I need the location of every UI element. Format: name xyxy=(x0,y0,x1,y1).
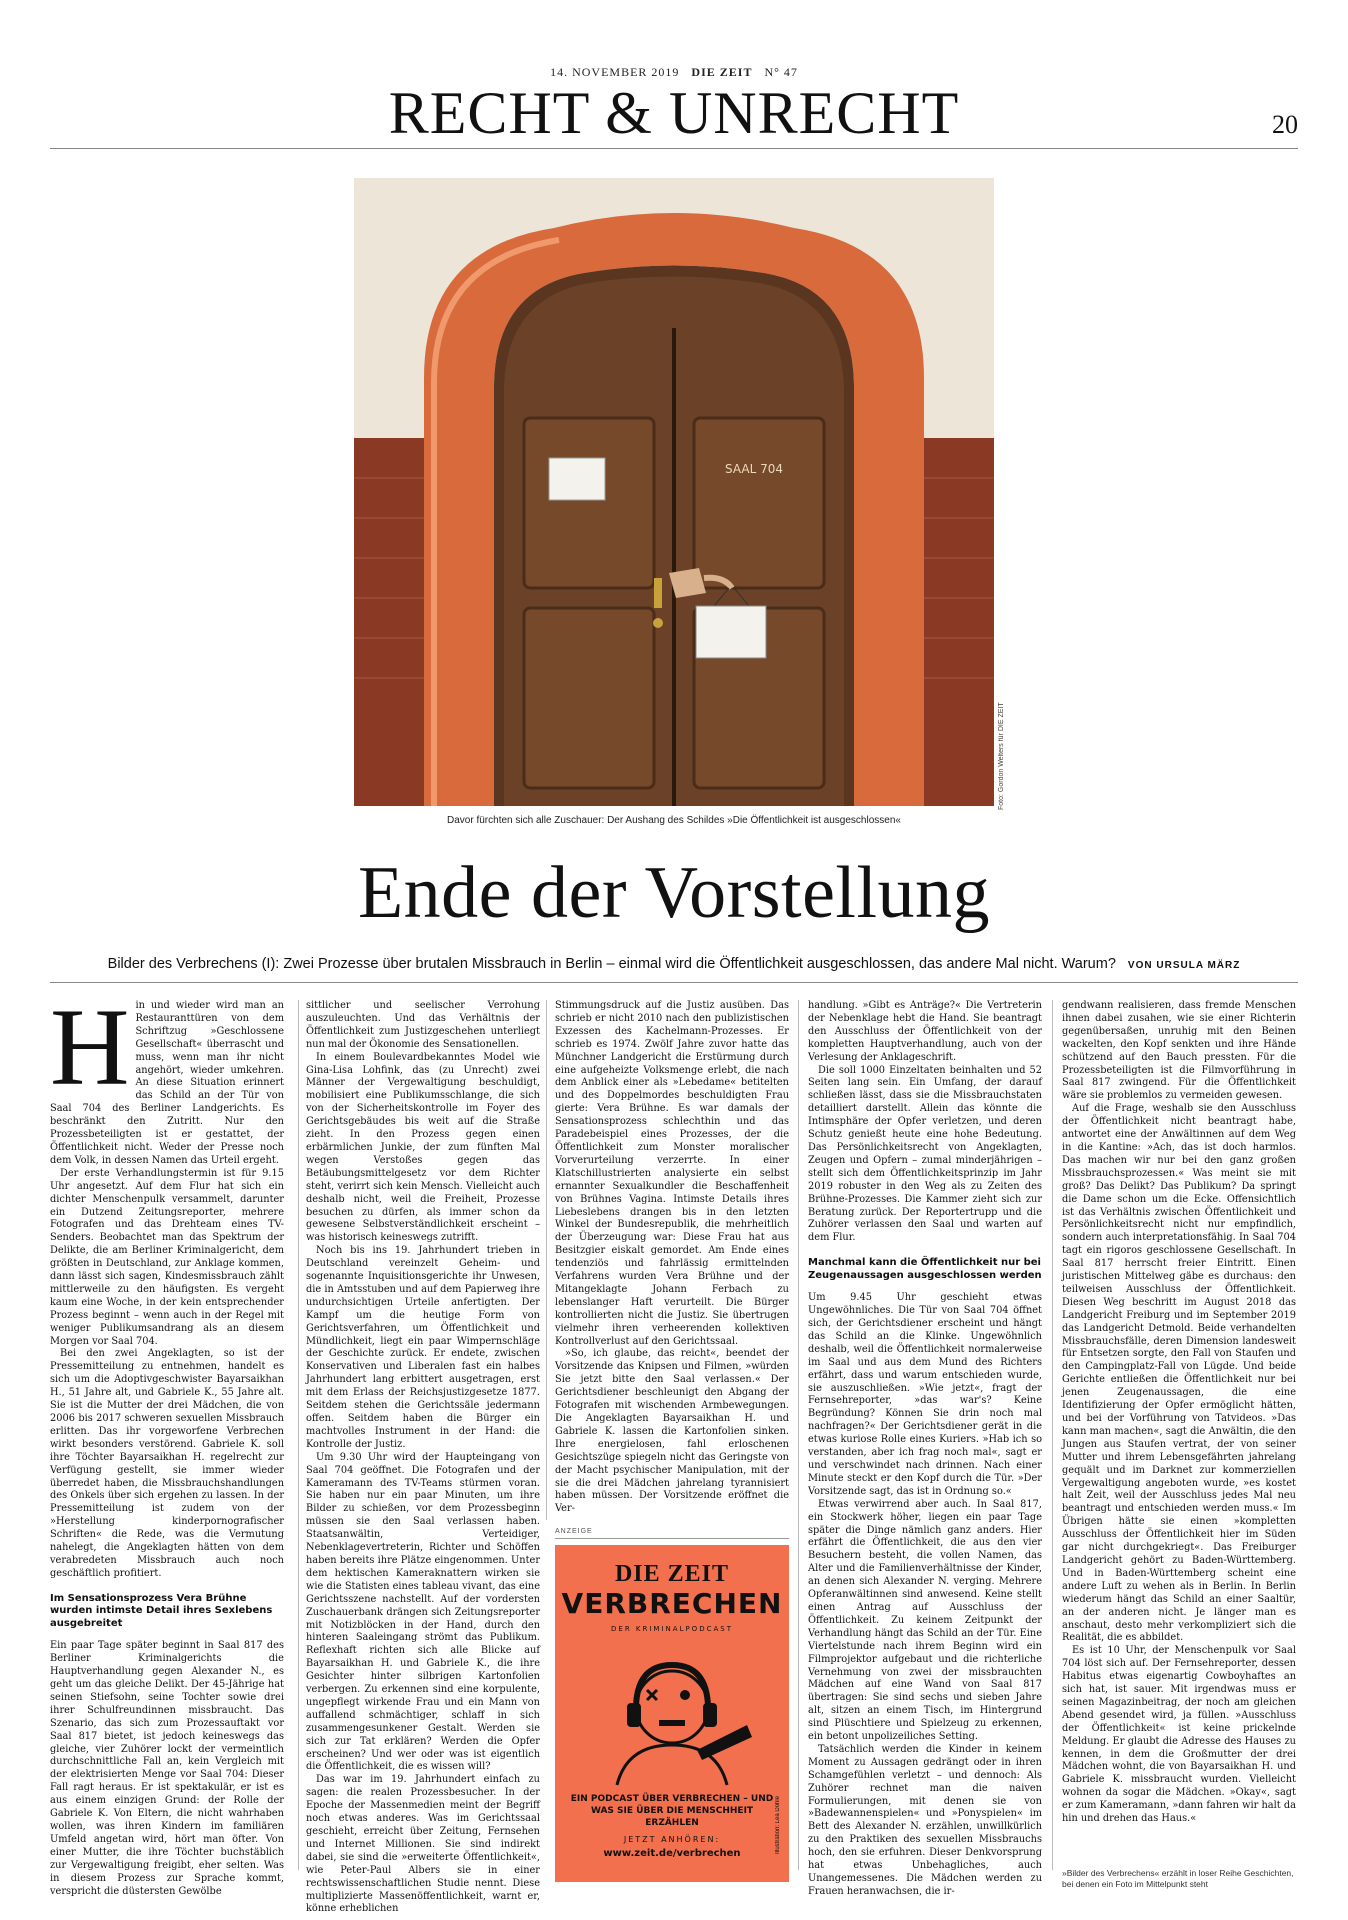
paragraph: Etwas verwirrend aber auch. In Saal 817, ein Stockwerk höher, liegen ein paar Tage später die Dinge nämlich ganz anders. Hier erfährt die Öffentlichkeit, die aus den vier Besuchern besteht, die vollen Namen, das Alter und die Familienverhältnisse der Kinder, an denen sich Alexander N. verging. Mehrere Opferanwältinnen sind anwesend. Keine stellt einen Antrag auf Ausschluss der Öffentlichkeit. Zu keinem Zeitpunkt der Verhandlung hängt das Schild an der Tür. Eine Viertelstunde nach ihrem Beginn wird ein Filmprojektor aufgebaut und die richterliche Vernehmung von zwei der missbrauchten Mädchen auf eine Wand von Saal 817 übertragen: Sie sind sechs und sieben Jahre alt, sitzen an einem Tisch, im Hintergrund sind Plüschtiere und Spielzeug zu erkennen, ein betont unpolizeiliches Setting. xyxy=(808,1498,1042,1743)
ad-tagline: DER KRIMINALPODCAST xyxy=(611,1625,733,1633)
issue-date: 14. NOVEMBER 2019 xyxy=(550,65,680,79)
article-headline: Ende der Vorstellung xyxy=(357,852,991,934)
dropcap: H xyxy=(50,986,130,1108)
issue-number: N° 47 xyxy=(764,65,798,79)
paragraph: In einem Boulevardbekanntes Model wie Gina-Lisa Lohfink, das (zu Unrecht) zwei Männer der Vergewaltigung beschuldigt, mobilisiert eine Publikumsschlange, die sich von der Sicherheitskontrolle im Foyer des Gerichtsgebäudes bis weit auf die Straße zieht. In den Prozess gegen einen erbärmlichen Junkie, der zum fünften Mal wegen Verstoßes gegen das Betäubungsmittelgesetz vor dem Richter steht, verirrt sich kein Mensch. Vielleicht auch deshalb nicht, weil die Freiheit, Prozesse besuchen zu dürfen, als immer schon da gewesene Selbstverständlichkeit erscheint – was historisch keineswegs zutrifft. xyxy=(306,1051,540,1244)
article-column-4 xyxy=(808,1000,1042,1897)
paragraph: Das war im 19. Jahrhundert einfach zu sagen: die realen Prozessbesucher. In der Epoche der Massenmedien meint der Begriff noch etwas anderes. Was im Gerichtssaal geschieht, erreicht über Zeitung, Fernsehen und Internet Millionen. Sie sind indirekt dabei, sie sind die »erweiterte Öffentlichkeit«, wie Peter-Paul Albers sie in einer rechtswissenschaftlichen Studie nennt. Diese multiplizierte Massenöffentlichkeit, warnt er, könne erheblichen xyxy=(306,1774,540,1915)
subhead-rule xyxy=(50,982,1298,983)
paragraph: Um 9.45 Uhr geschieht etwas Ungewöhnliches. Die Tür von Saal 704 öffnet sich, der Gerichtsdiener erscheint und hängt das Schild an die Klinke. Ungewöhnlich deshalb, weil die Öffentlichkeit normalerweise im Saal und aus dem Mund des Richters erfährt, dass und warum entschieden wurde, sie auszuschließen. »Wie jetzt«, fragt der Fernsehreporter, »das war's? Keine Begründung? Können Sie drin noch mal nachfragen?« Der Gerichtsdiener gerät in die etwas kuriose Rolle eines Kuriers. »Hab ich so verstanden, aber ich frag noch mal«, sagt er und verschwindet nach drinnen. Nach einer Minute steckt er den Kopf durch die Tür. »Der Vorsitzende sagt, das ist in Ordnung so.« xyxy=(808,1292,1042,1497)
column-rule xyxy=(298,1000,299,1870)
paragraph: handlung. »Gibt es Anträge?« Die Vertreterin der Nebenklage hebt die Hand. Sie beantragt den Ausschluss der Öffentlichkeit von der kompletten Hauptverhandlung, auch von der Verlesung der Anklageschrift. xyxy=(808,1000,1042,1063)
paragraph: Der erste Verhandlungstermin ist für 9.15 Uhr angesetzt. Auf dem Flur hat sich ein dichter Menschenpulk versammelt, darunter ein Dutzend Zeitungsreporter, mehrere Fotografen und das Drehteam eines TV-Senders. Beobachtet man das Spektrum der Delikte, die am Berliner Kriminalgericht, dem größten in Deutschland, zur Anklage kommen, dann lässt sich sagen, Kindesmissbrauch zählt mittlerweile zu den häufigsten. Es vergeht kaum eine Woche, in der kein entsprechender Prozess beginnt – wenn auch in der Regel mit weniger Publikumsandrang als an diesem Morgen vor Saal 704. xyxy=(50,1167,284,1347)
column-rule xyxy=(546,1000,547,1520)
paragraph: Noch bis ins 19. Jahrhundert trieben in Deutschland vereinzelt Geheim- und sogenannte Inquisitionsgerichte ihr Unwesen, die in Amtsstuben und auf dem Papierweg ihre undurchsichtigen Urteile anfertigten. Der Kampf um die heutige Form von Gerichtsverfahren, um Öffentlichkeit und Mündlichkeit, liegt ein paar Wimpernschläge der Geschichte zurück. Er endete, zwischen Konservativen und Liberalen fast ein halbes Jahrhundert lang erbittert ausgetragen, erst mit dem Erlass der Reichsjustizgesetze 1877. Seitdem stehen die Gerichtssäle jedermann offen. Seitdem haben die Bürger ein machtvolles Instrument in der Hand: die Kontrolle der Justiz. xyxy=(306,1245,540,1450)
door-sign-text: SAAL 704 xyxy=(725,462,783,476)
article-column-2 xyxy=(306,1000,540,1915)
paragraph: Auf die Frage, weshalb sie den Ausschluss der Öffentlichkeit nicht beantragt habe, antwortet eine der Anwältinnen auf dem Weg in die Kantine: »Ach, das ist doch harmlos. Das machen wir nur bei den ganz großen Missbrauchsprozessen.« Was meint sie mit groß? Das Delikt? Das Publikum? Da springt die Dame schon um die Ecke. Offensichtlich ist das Verhältnis zwischen Öffentlichkeit und Persönlichkeitsrecht nicht nur empfindlich, sondern auch interpretationsfähig. In Saal 704 tagt ein rigoros geschlossene Gesellschaft. In Saal 817 herrscht freier Eintritt. Einen juristischen Mittelweg gäbe es durchaus: den teilweisen Ausschluss der Öffentlichkeit. Diesen Weg beschritt im August 2018 das Landgericht Freiburg und im September 2019 das Landgericht Detmold. Beide verhandelten Missbrauchsfälle, deren Dimension landesweit für Entsetzen sorgte, den Fall von Staufen und den Campingplatz-Fall von Lügde. Und beide Gerichte entließen die Öffentlichkeit nur bei jenen Zeugenaussagen, die eine Identifizierung der Opfer ermöglicht hätten, und bei der Vorführung von Tatvideos. »Das kann man machen«, sagt die Anwältin, die den Jungen aus Staufen vertrat, der von seiner Mutter und ihrem Lebensgefährten jahrelang gequält und im Darknet zur kommerziellen Vergewaltigung angeboten wurde, »es kostet halt Zeit, weil der Ausschluss jedes Mal neu beantragt und entschieden werden muss.« Im Übrigen hätte sie einen »kompletten Ausschluss der Öffentlichkeit hier im Süden gar nicht durchgekriegt«. Das Freiburger Landgericht gehört zu Baden-Württemberg. Und in Baden-Württemberg scheint eine andere Luft zu wehen als in Berlin. In Berlin wiederum hängt das Schild an einer Saaltür, an der anderen nicht. Je länger man es anschaut, desto mehr verkompliziert sich die Realität, die es abbildet. xyxy=(1062,1103,1296,1644)
ad-logo: DIE ZEIT xyxy=(614,1561,730,1587)
paragraph: Es ist 10 Uhr, der Menschenpulk vor Saal 704 löst sich auf. Der Fernsehreporter, dessen Habitus etwas eigenartig Cowboyhaftes an sich hat, ist sauer. Mit irgendwas muss er seinen Magazinbeitrag, der noch am gleichen Abend gesendet wird, ja füllen. »Ausschluss der Öffentlichkeit« ist keine prickelnde Meldung. Er glaubt die Adresse des Hauses zu kennen, in dem die Großmutter der drei Mädchen wohnt, die von Bayarsaikhan H. und Gabriele K. missbraucht wurden. Vielleicht wohnen da sogar die Mädchen. »Okay«, sagt er zum Kameramann, »dann fahren wir halt da hin und drehen das Haus.« xyxy=(1062,1645,1296,1825)
paragraph: Bei den zwei Angeklagten, so ist der Pressemitteilung zu entnehmen, handelt es sich um die Adoptivgeschwister Bayarsaikhan H., 51 Jahre alt, und Gabriele K., 55 Jahre alt. Sie ist die Mutter der drei Mädchen, die von 2006 bis 2017 schweren sexuellen Missbrauch erlitten. Das ihr vorgeworfene Verbrechen wirkt besonders verstörend. Gabriele K. soll ihre Töchter Bayarsaikhan H. regelrecht zur Verfügung gestellt, sie immer wieder überredet haben, die Missbrauchshandlungen des Onkels über sich ergehen zu lassen. In der Pressemitteilung ist zudem von der »Herstellung kinderpornografischer Schriften« die Rede, was die Vermutung nahelegt, die Angeklagten hätten von dem verabredeten Missbrauch auch noch geschäftlich profitiert. xyxy=(50,1348,284,1579)
paragraph: gendwann realisieren, dass fremde Menschen ihnen dabei zusahen, wie sie einer Richterin gegenübersaßen, unruhig mit den Beinen wackelten, den Kopf senkten und ihre Hände schützend auf den Bauch pressten. Für die Prozessbeteiligten ist die Filmvorführung in Saal 817 zwingend. Für die Öffentlichkeit wäre sie problemlos zu vermeiden gewesen. xyxy=(1062,1000,1296,1102)
article-column-1 xyxy=(50,986,284,1897)
intertitle: Im Sensationsprozess Vera Brühne wurden intimste Detail ihres Sexlebens ausgebreitet xyxy=(50,1592,273,1629)
door-photo-illustration xyxy=(354,178,994,806)
ad-rule xyxy=(555,1538,789,1539)
ad-illustration-credit: Illustration: Lea Dohle xyxy=(775,1795,781,1855)
photo-credit: Foto: Gordon Welters für DIE ZEIT xyxy=(998,702,1005,810)
article-column-3 xyxy=(555,1000,789,1515)
series-footnote: »Bilder des Verbrechens« erzählt in loser Reihe Geschichten, bei denen ein Foto im Mittelpunkt steht xyxy=(1062,1868,1294,1889)
ad-title: VERBRECHEN xyxy=(561,1587,783,1620)
paragraph: Ein paar Tage später beginnt in Saal 817 des Berliner Kriminalgerichts die Hauptverhandlung gegen Alexander N., es geht um das gleiche Delikt. Der 45-Jährige hat seinen Stiefsohn, seine Tochter sowie drei ihrer Schulfreundinnen missbraucht. Das Szenario, das sich zum Prozessauftakt vor Saal 817 bietet, ist jedoch keineswegs das gleiche, vier Zuhörer lockt der vermeintlich durchschnittliche Fall an, kein Vergleich mit der elektrisierten Menge vor Saal 704: Dieser Fall ragt heraus. Er ist spektakulär, er ist es aus einem einzigen Grund: der Rolle der Gabriele K. Von Eltern, die nicht wahrhaben wollen, was ihren Kindern im familiären Umfeld angetan wird, hört man öfter. Von einer Mutter, die ihre Töchter buchstäblich zur Vergewaltigung freigibt, eher selten. Was in diesem Prozess zur Sprache kommt, verspricht die düstersten Gewölbe xyxy=(50,1640,284,1897)
paragraph: Stimmungsdruck auf die Justiz ausüben. Das schrieb er nicht 2010 nach den publizistischen Exzessen des Kachelmann-Prozesses. Er schrieb es 1974. Zwölf Jahre zuvor hatte das Münchner Landgericht die Erstürmung durch eine aufgeheizte Volksmenge erlebt, die nach dem Anblick einer als »Lebedame« betitelten und des Doppelmordes beschuldigten Frau gierte: Vera Brühne. Es war damals der Sensationsprozess schlechthin und das Paradebeispiel eines Prozesses, der die Öffentlichkeit zum Monster moralischer Vorverurteilung verzerrte. In einer Klatschillustrierten analysierte ein selbst ernannter Sexualkundler die Beschaffenheit von Brühnes Vagina. Intimste Details ihres Liebeslebens drangen bis in den letzten Winkel der Bundesrepublik, die mehrheitlich der Überzeugung war: Diese Frau hat aus Besitzgier eiskalt gemordet. Am Ende eines tendenziös und fahrlässig ermittelnden Verfahrens wurden Vera Brühne und der Mitangeklagte Johann Ferbach zu lebenslanger Haft verurteilt. Die Bürger kontrollierten nicht die Justiz. Sie übertrugen vielmehr ihren verheerenden kollektiven Kontrollverlust auf den Gerichtssaal. xyxy=(555,1000,789,1347)
ad-cta: JETZT ANHÖREN: xyxy=(623,1835,721,1844)
paper-name: DIE ZEIT xyxy=(691,65,753,79)
paragraph: Um 9.30 Uhr wird der Haupteingang von Saal 704 geöffnet. Die Fotografen und der Kameramann des TV-Teams stürmen voran. Sie haben nur ein paar Minuten, um ihre Bilder zu schießen, vor dem Prozessbeginn müssen sie den Saal verlassen haben. Staatsanwältin, Verteidiger, Nebenklagevertreterin, Richter und Schöffen haben bereits ihre Plätze eingenommen. Unter dem hektischen Kameraknattern wirken sie wie die Statisten eines tableau vivant, das eine Gerichtsszene nachstellt. Auf der vordersten Zuschauerbank drängen sich Zeitungsreporter mit Notizblöcken in der Hand, durch den hinteren Saaleingang strömt das Publikum. Reflexhaft richten sich alle Blicke auf Bayarsaikhan H. und Gabriele K., die ihre Gesichter hinter silbrigen Kartonfolien verbergen. Zu erkennen sind eine korpulente, ungepflegt wirkende Frau und ein Mann von auffallend schmächtiger, schlaff in sich zusammengesunkener Gestalt. Werden sie sich zur Tat erklären? Werden die Opfer erscheinen? Und wer oder was ist eigentlich die Öffentlichkeit, die es wissen will? xyxy=(306,1451,540,1773)
section-title: RECHT & UNRECHT xyxy=(388,80,960,146)
paragraph: »So, ich glaube, das reicht«, beendet der Vorsitzende das Knipsen und Filmen, »würden Sie jetzt bitte den Saal verlassen.« Der Gerichtsdiener beschleunigt den Abgang der Fotografen mit wischenden Armbewegungen. Die Angeklagten Bayarsaikhan H. und Gabriele K. lassen die Kartonfolien sinken. Ihre energielosen, fahl erloschenen Gesichtszüge spiegeln nicht das Geringste von der Macht psychischer Manipulation, mit der sie die drei Mädchen jahrelang tyrannisiert haben müssen. Der Vorsitzende eröffnet die Ver- xyxy=(555,1348,789,1515)
article-photo xyxy=(354,178,994,806)
photo-caption: Davor fürchten sich alle Zuschauer: Der Aushang des Schildes »Die Öffentlichkeit ist ausgeschlossen« xyxy=(447,815,901,826)
paragraph: in und wieder wird man an Restauranttüren von dem Schriftzug »Geschlossene Gesellschaft« überrascht und muss, wenn man ihr nicht angehört, wieder umkehren. An diese Situation erinnert das Schild an der Tür von Saal 704 des Berliner Landgerichts. Es beschränkt den Zutritt. Nur den Prozessbeteiligten ist er gestattet, der Öffentlichkeit nicht. Weder der Presse noch dem Volk, in dessen Namen das Urteil ergeht. xyxy=(50,1000,284,1166)
subheadline-text: Bilder des Verbrechens (I): Zwei Prozesse über brutalen Missbrauch in Berlin – einmal wird die Öffentlichkeit ausgeschlossen, das andere Mal nicht. Warum? xyxy=(107,956,1116,972)
podcast-illustration-icon xyxy=(577,1645,767,1785)
page-number: 20 xyxy=(1272,110,1298,139)
paragraph: Tatsächlich werden die Kinder in keinem Moment zu Aussagen gedrängt oder in ihren Schamgefühlen verletzt – und dennoch: Als Zuhörer rechnet man die naiven Formulierungen, mit denen sie von »Badewannenspielen« und »Ponyspielen« im Bett des Alexander N. erzählen, unwillkürlich zu den Praktiken des sexuellen Missbrauchs hoch, den sie erfuhren. Dieser Denkvorsprung hat etwas Unbehagliches, auch Unangemessenes. Die Mädchen werden zu Frauen heranwachsen, die ir- xyxy=(808,1743,1042,1897)
article-subheadline xyxy=(50,956,1298,972)
header-rule xyxy=(50,148,1298,149)
ad-claim: EIN PODCAST ÜBER VERBRECHEN – UND WAS SIE ÜBER DIE MENSCHHEIT ERZÄHLEN xyxy=(570,1794,774,1828)
intertitle: Manchmal kann die Öffentlichkeit nur bei Zeugenaussagen ausgeschlossen werden xyxy=(808,1257,1042,1281)
paragraph: Die soll 1000 Einzeltaten beinhalten und 52 Seiten lang sein. Ein Umfang, der darauf schließen lässt, dass sie die Missbrauchstaten detailliert darstellt. Allein das könnte die Intimsphäre der Opfer verletzen, und deren Schutz genießt heute eine hohe Bedeutung. Das Persönlichkeitsrecht von Angeklagten, Zeugen und Opfern – zumal minderjährigen – stellt sich dem Öffentlichkeitsprinzip im Jahr 2019 robuster in den Weg als zu Zeiten des Brühne-Prozesses. Die Kammer zieht sich zur Beratung zurück. Der Reportertrupp und die Zuhörer verlassen den Saal und warten auf dem Flur. xyxy=(808,1064,1042,1244)
ad-url-link[interactable]: www.zeit.de/verbrechen xyxy=(603,1848,741,1859)
article-column-5 xyxy=(1062,1000,1296,1860)
paragraph: sittlicher und seelischer Verrohung auszuleuchten. Und das Verhältnis der Öffentlichkeit zum Justizgeschehen unterliegt nun mal der Ökonomie des Sensationellen. xyxy=(306,1000,540,1050)
podcast-ad[interactable] xyxy=(555,1545,789,1882)
column-rule xyxy=(798,1000,799,1870)
byline: VON URSULA MÄRZ xyxy=(1127,960,1241,971)
column-rule xyxy=(1052,1000,1053,1870)
ad-label: ANZEIGE xyxy=(555,1528,593,1535)
